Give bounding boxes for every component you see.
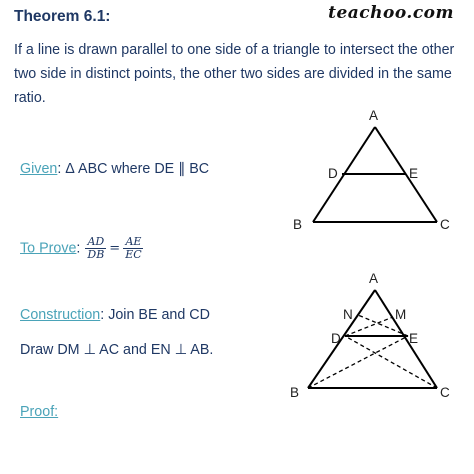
label-b: B	[290, 385, 300, 400]
given-label: Given	[20, 161, 58, 177]
label-c: C	[440, 217, 450, 232]
label-e: E	[409, 166, 419, 181]
label-e: E	[409, 331, 419, 346]
fraction-denominator: DB	[87, 248, 105, 261]
construction-text: : Join BE and CD	[100, 307, 210, 323]
construction-step-2: Draw DM ⊥ AC and EN ⊥ AB.	[20, 342, 214, 358]
proof-label: Proof:	[20, 404, 59, 420]
side-ab	[308, 290, 375, 388]
side-ac	[375, 290, 437, 388]
label-a: A	[369, 271, 379, 286]
label-m: M	[395, 307, 407, 322]
theorem-statement: If a line is drawn parallel to one side of a triangle to intersect the other two side in distinct points, the other two sides are divided in the same ratio.	[14, 42, 455, 106]
label-n: N	[343, 307, 353, 322]
brand-logo-text: teachoo.com	[328, 3, 454, 23]
theorem-title: Theorem 6.1:	[14, 8, 111, 25]
fraction-numerator: AE	[125, 235, 142, 248]
construction-label: Construction	[20, 307, 101, 323]
to-prove-label: To Prove	[20, 240, 77, 257]
equals-sign: =	[109, 241, 121, 256]
label-d: D	[328, 166, 338, 181]
fraction-denominator: EC	[125, 248, 142, 261]
construction-lines	[308, 315, 437, 388]
line-be	[308, 336, 408, 388]
label-a: A	[369, 108, 379, 123]
to-prove-colon: :	[76, 240, 81, 257]
given-text: : Δ ABC where DE ∥ BC	[57, 161, 210, 177]
label-d: D	[331, 331, 341, 346]
label-b: B	[293, 217, 303, 232]
fraction-numerator: AD	[87, 235, 105, 248]
label-c: C	[440, 385, 450, 400]
